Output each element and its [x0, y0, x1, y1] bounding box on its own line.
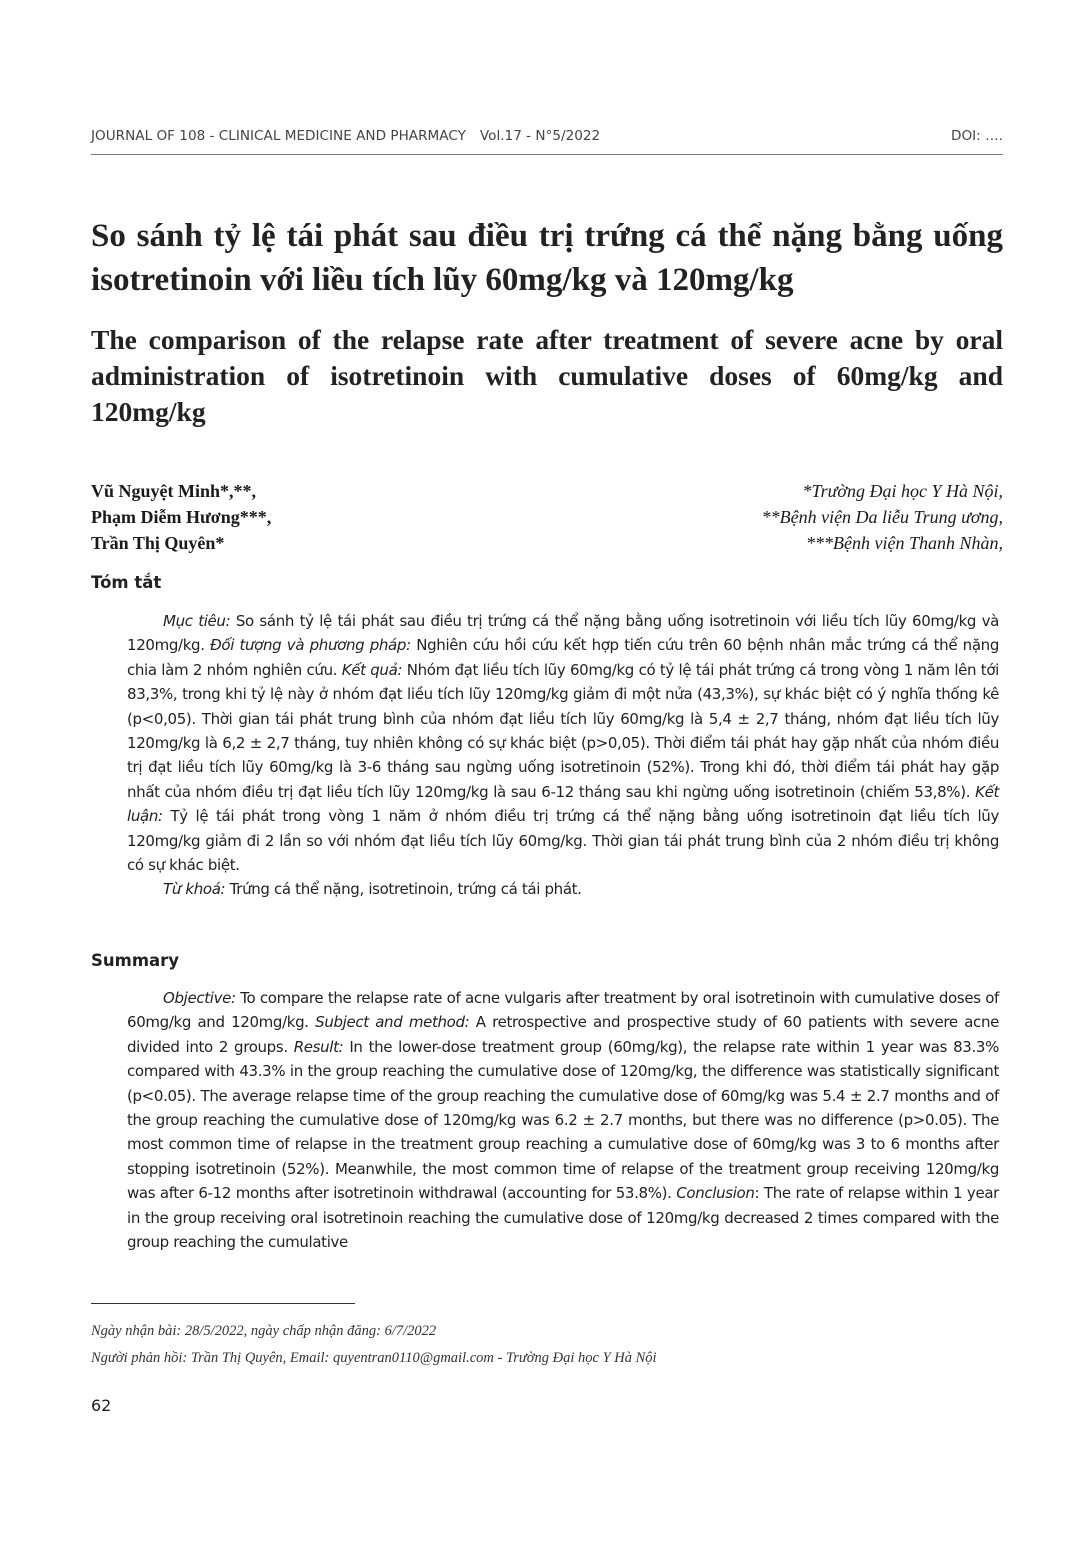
author: Phạm Diễm Hương***,: [91, 507, 272, 527]
label-result: Result:: [293, 1037, 344, 1056]
abstract-en: [127, 986, 999, 1254]
doi: DOI: ….: [951, 128, 1003, 144]
abstract-vi-keywords: [127, 877, 999, 901]
footnote-received: Ngày nhận bài: 28/5/2022, ngày chấp nhận đăng: 6/7/2022: [91, 1323, 437, 1339]
title-vietnamese: So sánh tỷ lệ tái phát sau điều trị trứng cá thể nặng bằng uống isotretinoin với liều tích lũy 60mg/kg và 120mg/kg: [91, 218, 1003, 298]
author: Trần Thị Quyên*: [91, 533, 225, 553]
text-objective: To compare the relapse rate of acne vulgaris after treatment by oral isotretinoin with cumulative doses of 60mg/kg and 120mg/kg.: [127, 989, 999, 1032]
label-objective: Objective:: [163, 989, 236, 1007]
label-method: Đối tượng và phương pháp:: [210, 636, 411, 655]
label-objective: Mục tiêu:: [163, 612, 231, 630]
journal-volume: Vol.17 - N°5/2022: [479, 128, 601, 144]
text-method: Nghiên cứu hồi cứu kết hợp tiến cứu trên 60 bệnh nhân mắc trứng cá thể nặng chia làm 2 nhóm nghiên cứu.: [127, 636, 999, 679]
text-result: In the lower-dose treatment group (60mg/kg), the relapse rate within 1 year was 83.3% compared with 43.3% in the group reaching the cumulative dose of 120mg/kg, the difference was statistically significant (p<0.05). The average relapse time of the group reaching the cumulative dose of 60mg/kg was 5.4 ± 2.7 months and of the group reaching the cumulative dose of 120mg/kg was 6.2 ± 2.7 months, but there was no difference (p>0.05). The most common time of relapse in the treatment group reaching a cumulative dose of 60mg/kg was 3 to 6 months after stopping isotretinoin (52%). Meanwhile, the most common time of relapse of the treatment group receiving 120mg/kg was after 6-12 months after isotretinoin withdrawal (accounting for 53.8%).: [127, 1037, 1000, 1203]
journal-name: JOURNAL OF 108 - CLINICAL MEDICINE AND PHARMACY: [91, 128, 466, 144]
affiliation: ***Bệnh viện Thanh Nhàn,: [806, 533, 1003, 553]
author: Vũ Nguyệt Minh*,**,: [91, 481, 257, 501]
header-divider: [91, 154, 1003, 155]
label-result: Kết quả:: [341, 660, 403, 679]
header-journal-info: [91, 128, 600, 144]
text-conclusion: : The rate of relapse within 1 year in the group receiving oral isotretinoin reaching the cumulative dose of 120mg/kg decreased 2 times compared with the group reaching the cumulative: [127, 1184, 999, 1252]
footnote-divider: [91, 1303, 355, 1304]
abstract-vi-heading: Tóm tắt: [91, 573, 162, 592]
label-method: Subject and method:: [315, 1013, 470, 1032]
text-method: A retrospective and prospective study of 60 patients with severe acne divided into 2 groups.: [127, 1013, 999, 1056]
text-objective: So sánh tỷ lệ tái phát sau điều trị trứng cá thể nặng bằng uống isotretinoin với liều tích lũy 60mg/kg và 120mg/kg.: [127, 612, 1000, 655]
label-conclusion: Kết luận:: [127, 782, 999, 826]
affiliation: *Trường Đại học Y Hà Nội,: [802, 481, 1003, 501]
label-keywords: Từ khoá:: [163, 880, 226, 899]
summary-heading: Summary: [91, 951, 180, 970]
author-names: [91, 478, 271, 556]
text-result: Nhóm đạt liều tích lũy 60mg/kg có tỷ lệ tái phát trứng cá trong vòng 1 năm lên tới 83,3%, trong khi tỷ lệ này ở nhóm đạt liều tích lũy 120mg/kg giảm đi một nửa (43,3%), sự khác biệt có ý nghĩa thống kê (p<0,05). Thời gian tái phát trung bình của nhóm đạt liều tích lũy 60mg/kg là 5,4 ± 2,7 tháng, nhóm đạt liều tích lũy 120mg/kg là 6,2 ± 2,7 tháng, tuy nhiên không có sự khác biệt (p>0,05). Thời điểm tái phát hay gặp nhất của nhóm điều trị đạt liều tích lũy 60mg/kg là 3-6 tháng sau ngừng uống isotretinoin (52%). Trong khi đó, thời điểm tái phát hay gặp nhất của nhóm điều trị đạt liều tích lũy 120mg/kg là sau 6-12 tháng sau khi ngừng uống isotretinoin (chiếm 53,8%).: [127, 660, 999, 801]
text-conclusion: Tỷ lệ tái phát trong vòng 1 năm ở nhóm điều trị trứng cá thể nặng bằng uống isotretinoin đạt liều tích lũy 120mg/kg giảm đi 2 lần so với nhóm đạt liều tích lũy 60mg/kg. Thời gian tái phát trung bình của 2 nhóm điều trị không có sự khác biệt.: [127, 807, 999, 875]
running-header: [91, 128, 1003, 144]
abstract-vi-body: [127, 609, 999, 877]
abstract-vi: [127, 609, 999, 902]
page-number: 62: [91, 1396, 112, 1415]
footnote-reviewer: Người phản hồi: Trần Thị Quyên, Email: quyentran0110@gmail.com - Trường Đại học Y Hà Nội: [91, 1350, 657, 1366]
affiliation: **Bệnh viện Da liễu Trung ương,: [761, 507, 1003, 527]
label-conclusion: Conclusion: [676, 1184, 755, 1203]
title-english: The comparison of the relapse rate after treatment of severe acne by oral administration of isotretinoin with cumulative doses of 60mg/kg and 120mg/kg: [91, 324, 1003, 427]
text-keywords: Trứng cá thể nặng, isotretinoin, trứng cá tái phát.: [225, 880, 582, 899]
abstract-en-body: [127, 986, 999, 1254]
affiliations: [762, 478, 1003, 556]
